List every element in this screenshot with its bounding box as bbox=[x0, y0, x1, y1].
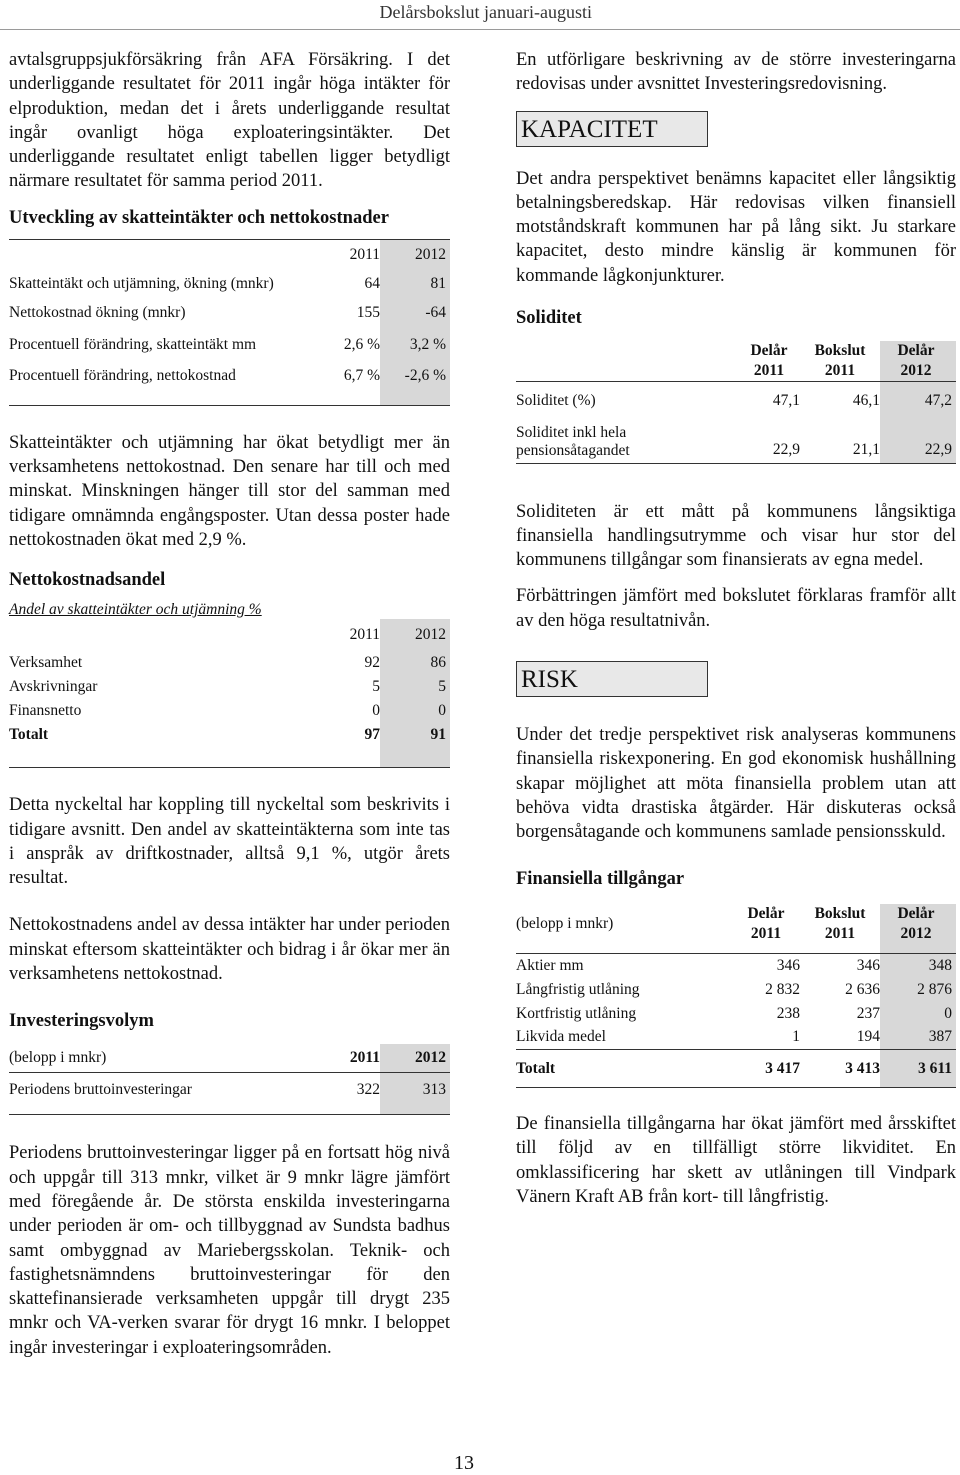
table-cell: 92 bbox=[364, 654, 380, 672]
table-cell: 0 bbox=[880, 1002, 956, 1026]
nettokostnad-table bbox=[9, 619, 450, 768]
table-cell: 3,2 % bbox=[380, 328, 450, 362]
right-intro: En utförligare beskrivning av de större investeringarna redovisas under avsnittet Investeringsredovisning. bbox=[516, 50, 956, 95]
nettokostnad-heading: Nettokostnadsandel bbox=[9, 570, 166, 591]
table-total-cell: 97 bbox=[364, 726, 380, 744]
table-cell: 2 832 bbox=[765, 980, 800, 998]
table-row-label bbox=[516, 421, 738, 463]
table-cell: 346 bbox=[856, 956, 880, 974]
fin-col-3-l2: 2012 bbox=[880, 924, 956, 944]
header-title: Delårsbokslut januari-augusti bbox=[379, 2, 592, 22]
table-cell: 6,7 % bbox=[343, 367, 380, 385]
development-text: Skatteintäkter och utjämning har ökat betydligt mer än verksamhetens nettokostnad. Den senare har till och med minskat. Minskningen hänger till stor del samman med tidigare omnämnda engångsposter. Utan dessa poster hade nettokostnaden ökat med 2,9 %. bbox=[9, 432, 450, 550]
sol-row-label-2: pensionsåtagandet bbox=[516, 441, 630, 459]
table-cell: 322 bbox=[356, 1080, 380, 1098]
left-column bbox=[9, 48, 450, 1360]
table-row-label: Periodens bruttoinvesteringar bbox=[9, 1080, 192, 1098]
table-cell: 155 bbox=[356, 304, 380, 322]
nettokostnad-text-2: Nettokostnadens andel av dessa intäkter har under perioden minskat eftersom skatteintäkter och bidrag i år ökar mer än verksamhetens nettokostnad. bbox=[9, 915, 450, 985]
fin-col-3-l1: Delår bbox=[880, 904, 956, 924]
sol-col-2-l1: Bokslut bbox=[814, 342, 866, 360]
table-row-label: Nettokostnad ökning (mnkr) bbox=[9, 304, 186, 322]
soliditet-table bbox=[516, 341, 956, 464]
table-cell: 2,6 % bbox=[343, 335, 380, 353]
table-row-label: Likvida medel bbox=[516, 1028, 606, 1046]
soliditet-heading: Soliditet bbox=[516, 308, 582, 329]
intro-paragraph: avtalsgruppsjukförsäkring från AFA Försäkring. I det underliggande resultatet för 2011 ingår höga intäkter för elproduktion, medan det i årets underliggande resultat ingår ovanligt höga exploateringsintäkter. Det underliggande resultatet enligt tabellen ligger betydligt närmare resultatet för samma period 2011. bbox=[9, 50, 450, 192]
table-row-label: Skatteintäkt och utjämning, ökning (mnkr) bbox=[9, 275, 274, 293]
table-cell: 313 bbox=[380, 1072, 450, 1106]
finansiella-unit: (belopp i mnkr) bbox=[516, 914, 614, 932]
sol-col-1-l1: Delår bbox=[750, 342, 788, 360]
table-cell: 46,1 bbox=[852, 392, 880, 410]
table-cell: 64 bbox=[364, 275, 380, 293]
soliditet-text-2: Förbättringen jämfört med bokslutet förklaras framför allt av den höga resultatnivån. bbox=[516, 586, 956, 631]
sol-col-2-l2: 2011 bbox=[824, 361, 856, 379]
nettokostnad-subheading: Andel av skatteintäkter och utjämning % bbox=[9, 601, 262, 619]
table-cell: 346 bbox=[776, 956, 800, 974]
risk-box: RISK bbox=[516, 661, 708, 697]
table-cell: 22,9 bbox=[880, 421, 956, 463]
table-row-label: Procentuell förändring, nettokostnad bbox=[9, 367, 236, 385]
table-cell: 2 636 bbox=[845, 980, 880, 998]
table-cell: 237 bbox=[856, 1004, 880, 1022]
netto-year-2012: 2012 bbox=[380, 619, 450, 651]
investering-text: Periodens bruttoinvesteringar ligger på en fortsatt hög nivå och uppgår till 313 mnkr, vilket är 9 mnkr lägre jämfört med föregående år. De största enskilda investeringarna under perioden är om- och tillbyggnad av Sundsta badhus samt ombyggnad av Mariebergsskolan. Teknik- och fastighetsnämndens bruttoinvesteringar för den skattefinansierade verksamheten uppgår till drygt 235 mnkr och VA-verken svarar för drygt 16 mnkr. I beloppet ingår investeringar i exploateringsområden. bbox=[9, 1143, 450, 1358]
table-cell: 5 bbox=[372, 678, 380, 696]
table-row-label: Avskrivningar bbox=[9, 678, 98, 696]
table-total-cell: 3 611 bbox=[880, 1050, 956, 1088]
right-column bbox=[516, 48, 956, 1209]
inv-year-2012: 2012 bbox=[380, 1044, 450, 1072]
development-heading: Utveckling av skatteintäkter och nettokostnader bbox=[9, 207, 389, 228]
kapacitet-box: KAPACITET bbox=[516, 111, 708, 147]
soliditet-text-1: Soliditeten är ett mått på kommunens långsiktiga finansiella handlingsutrymme och visar hur stor del kommunens tillgångar som finansierats av egna medel. bbox=[516, 501, 956, 571]
fin-col-2-l1: Bokslut bbox=[814, 904, 866, 922]
development-table bbox=[9, 239, 450, 406]
table-total-cell: 3 413 bbox=[845, 1059, 880, 1077]
sol-col-3-l1: Delår bbox=[880, 341, 956, 361]
fin-col-1-l2: 2011 bbox=[750, 924, 782, 942]
table-row-label: Kortfristig utlåning bbox=[516, 1004, 637, 1022]
finansiella-text: De finansiella tillgångarna har ökat jämfört med årsskiftet till följd av en tillfälligt större likviditet. En omklassificering har skett av utlåningen till Vindpark Vänern Kraft AB från kort- till långfristig. bbox=[516, 1114, 956, 1207]
table-cell: 1 bbox=[792, 1028, 800, 1046]
sol-col-3-l2: 2012 bbox=[880, 361, 956, 381]
fin-col-1-l1: Delår bbox=[747, 904, 785, 922]
table-cell: 238 bbox=[776, 1004, 800, 1022]
investering-unit: (belopp i mnkr) bbox=[9, 1049, 107, 1067]
table-cell: 81 bbox=[380, 270, 450, 299]
table-row-label: Procentuell förändring, skatteintäkt mm bbox=[9, 335, 257, 353]
table-total-label: Totalt bbox=[9, 726, 49, 744]
risk-text: Under det tredje perspektivet risk analyseras kommunens finansiella riskexponering. En god ekonomisk hushållning skapar möjlighet att möta finansiella problem utan att behöva vidta drastiska åtgärder. Här diskuteras också borgensåtagande och kommunens samlade pensionsskuld. bbox=[516, 725, 956, 843]
table-cell: 47,2 bbox=[880, 381, 956, 421]
kapacitet-text: Det andra perspektivet benämns kapacitet eller långsiktig betalningsberedskap. Här redovisas vilken finansiell motståndskraft kommunen har på lång sikt. Ju starkare kapacitet, desto mindre känslig är kommunen för kommande lågkonjunkturer. bbox=[516, 168, 956, 286]
sol-col-1-l2: 2011 bbox=[753, 361, 785, 379]
table-cell: 387 bbox=[880, 1026, 956, 1050]
inv-year-2011: 2011 bbox=[349, 1049, 380, 1067]
nettokostnad-text-1: Detta nyckeltal har koppling till nyckeltal som beskrivits i tidigare avsnitt. Den andel av skatteintäkterna som inte tas i anspråk av driftkostnader, alltså 9,1 %, utgör årets resultat. bbox=[9, 795, 450, 889]
table-cell: 194 bbox=[856, 1028, 880, 1046]
table-cell: 348 bbox=[880, 954, 956, 978]
finansiella-table bbox=[516, 904, 956, 1089]
fin-col-2-l2: 2011 bbox=[824, 924, 856, 942]
table-cell: 5 bbox=[380, 675, 450, 699]
table-cell: 22,9 bbox=[772, 440, 800, 458]
table-row-label: Aktier mm bbox=[516, 956, 584, 974]
table-row-label: Soliditet (%) bbox=[516, 392, 596, 410]
table-total-cell: 3 417 bbox=[765, 1059, 800, 1077]
table-cell: 0 bbox=[380, 699, 450, 723]
table-cell: 21,1 bbox=[852, 440, 880, 458]
table-row-label: Finansnetto bbox=[9, 702, 82, 720]
page-number: 13 bbox=[454, 1452, 474, 1474]
table-total-cell: 91 bbox=[380, 723, 450, 747]
netto-year-2011: 2011 bbox=[349, 626, 380, 644]
investering-heading: Investeringsvolym bbox=[9, 1011, 154, 1032]
dev-year-2011: 2011 bbox=[349, 245, 380, 263]
table-total-label: Totalt bbox=[516, 1059, 556, 1077]
table-cell: 47,1 bbox=[772, 392, 800, 410]
table-cell: -2,6 % bbox=[380, 362, 450, 391]
table-cell: -64 bbox=[380, 299, 450, 328]
dev-year-2012: 2012 bbox=[380, 240, 450, 270]
table-cell: 0 bbox=[372, 702, 380, 720]
investering-table bbox=[9, 1044, 450, 1115]
page-header bbox=[0, 0, 960, 30]
table-cell: 2 876 bbox=[880, 978, 956, 1002]
sol-row-label-1: Soliditet inkl hela bbox=[516, 423, 627, 441]
finansiella-heading: Finansiella tillgångar bbox=[516, 868, 685, 889]
table-row-label: Verksamhet bbox=[9, 654, 83, 672]
table-row-label: Långfristig utlåning bbox=[516, 980, 640, 998]
table-cell: 86 bbox=[380, 651, 450, 675]
